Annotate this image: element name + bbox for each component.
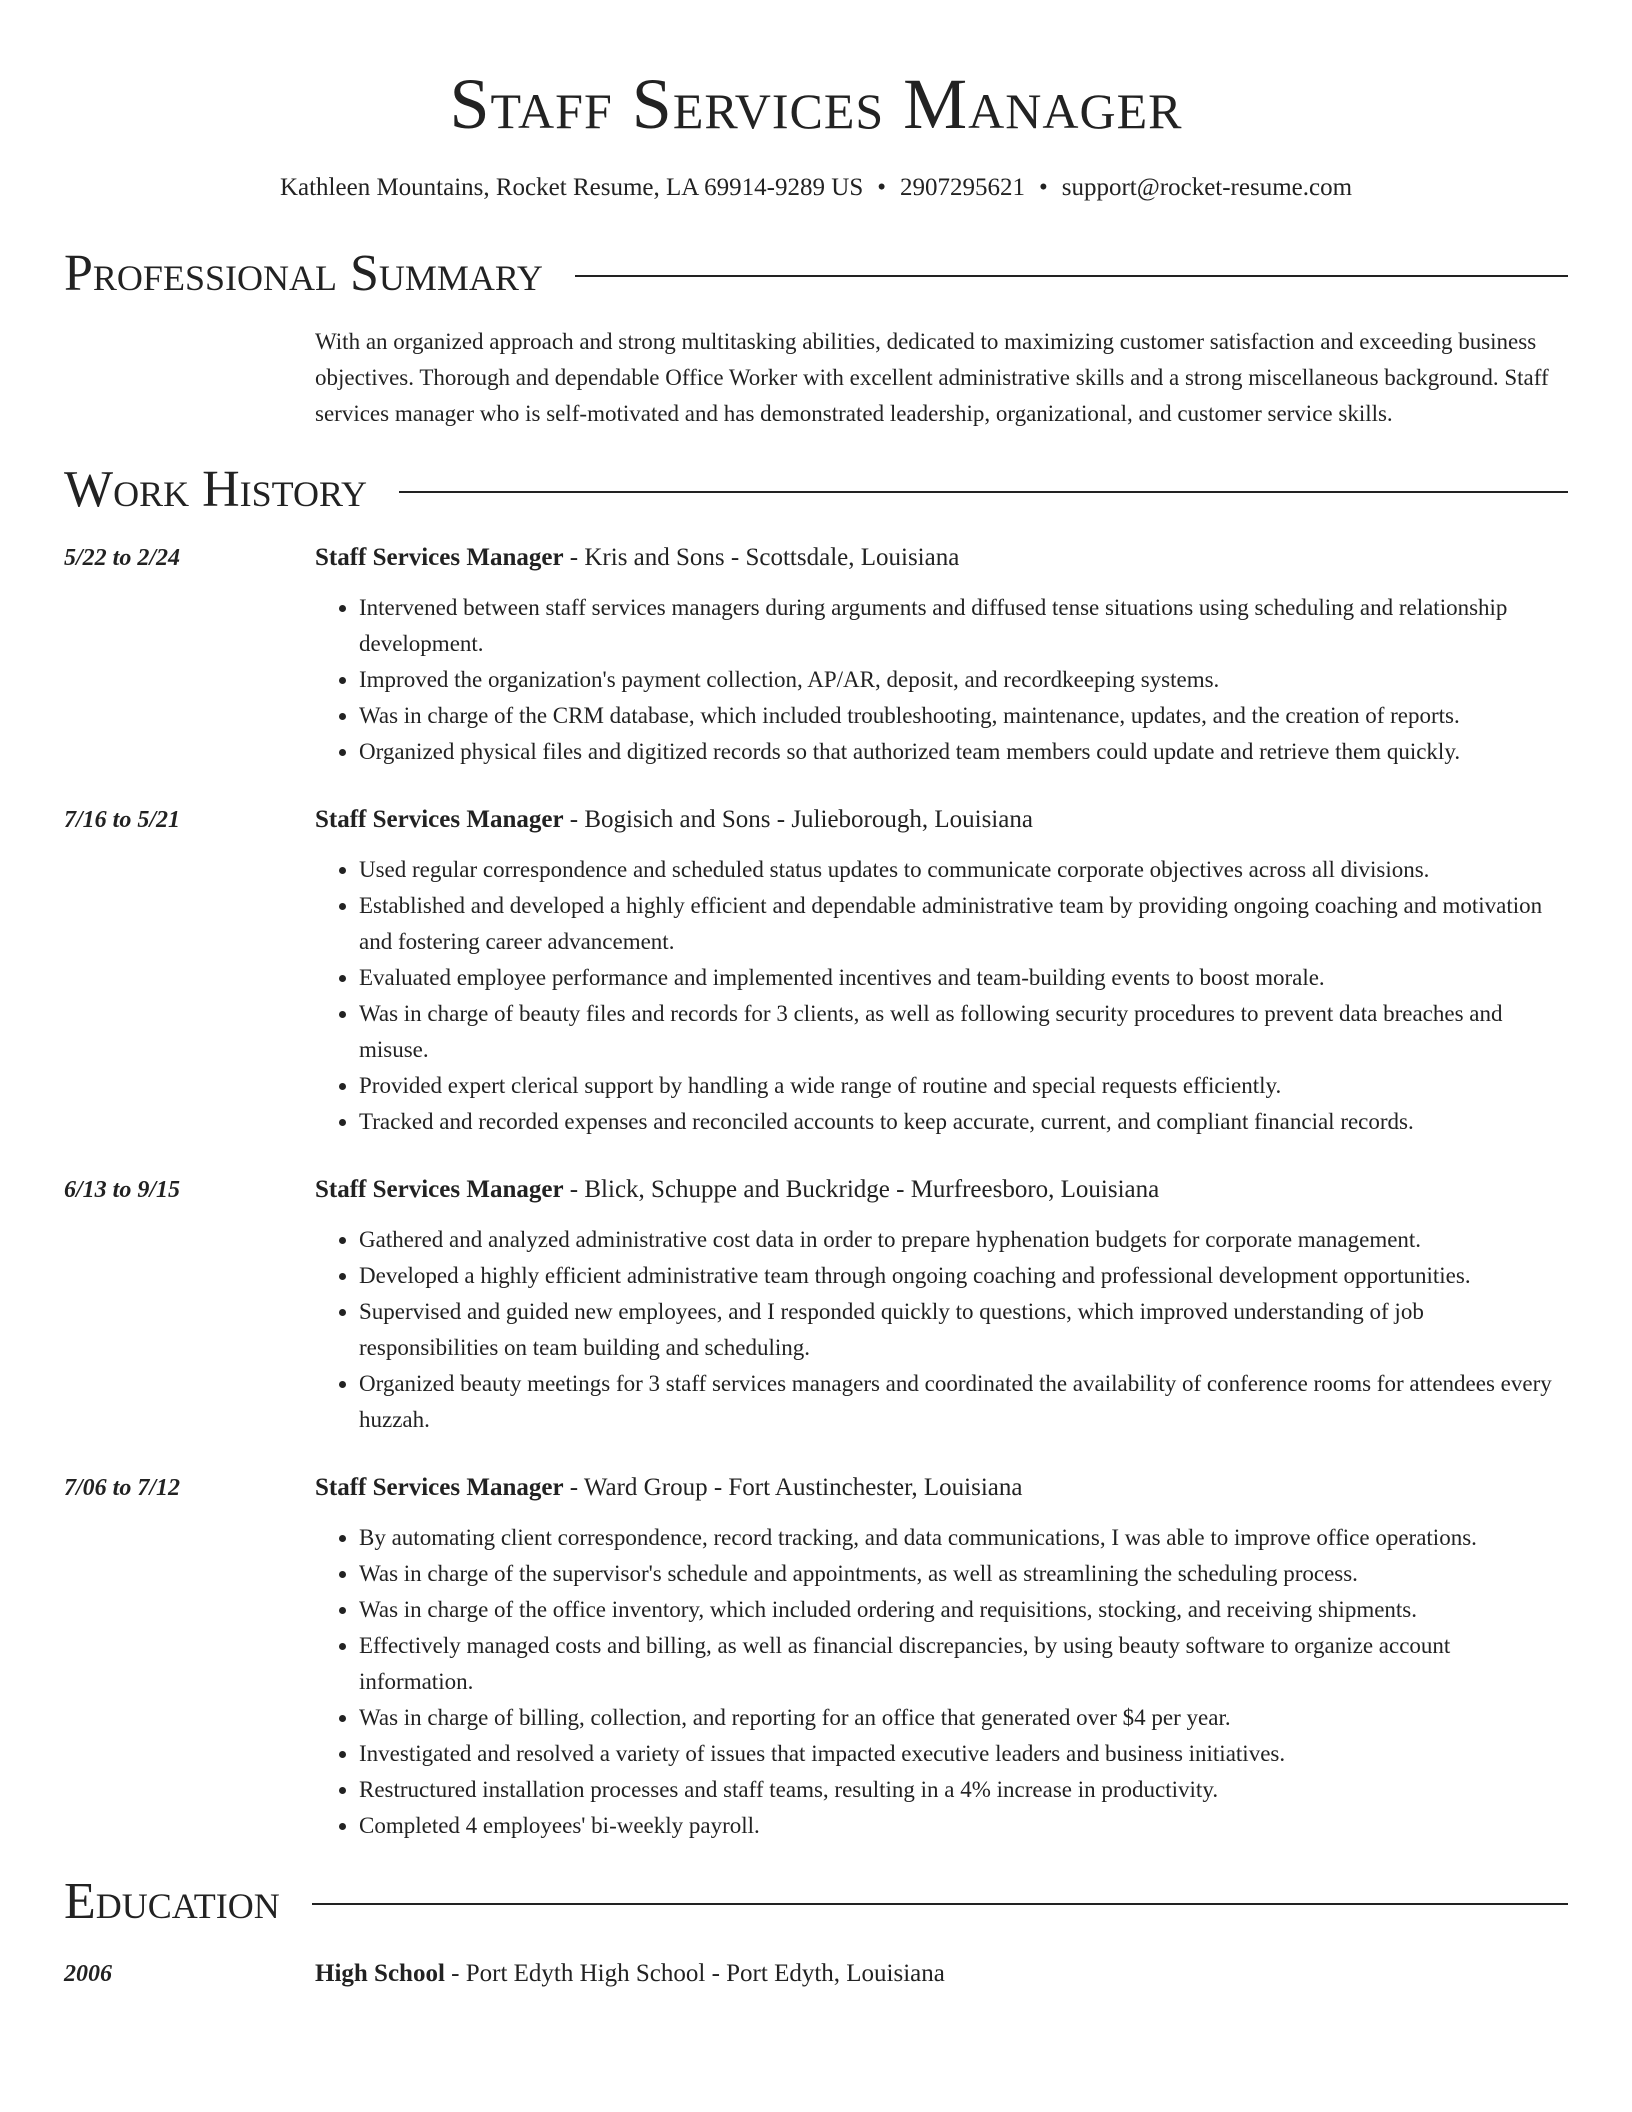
job-header — [315, 1172, 1568, 1208]
job-entry — [64, 540, 1568, 770]
job-body — [315, 540, 1568, 770]
job-details: - Bogisich and Sons - Julieborough, Louisiana — [563, 806, 1033, 833]
section-divider — [575, 275, 1568, 277]
duty-item: • Supervised and guided new employees, and I responded quickly to questions, which improved understanding of job responsibilities on team building and scheduling. — [359, 1294, 1568, 1366]
job-entry — [64, 802, 1568, 1140]
work-section-heading — [64, 460, 1568, 520]
job-body — [315, 802, 1568, 1140]
duty-item: • Evaluated employee performance and implemented incentives and team-building events to boost morale. — [359, 960, 1568, 996]
duty-item: • Was in charge of the CRM database, which included troubleshooting, maintenance, updates, and the creation of reports. — [359, 698, 1568, 734]
section-divider — [399, 491, 1568, 493]
duty-item: • Intervened between staff services managers during arguments and diffused tense situations using scheduling and relationship development. — [359, 590, 1568, 662]
duty-item: • Restructured installation processes and staff teams, resulting in a 4% increase in productivity. — [359, 1772, 1568, 1808]
job-details: - Blick, Schuppe and Buckridge - Murfreesboro, Louisiana — [563, 1176, 1160, 1203]
job-entry — [64, 1172, 1568, 1438]
duty-item: • Was in charge of the office inventory, which included ordering and requisitions, stocking, and receiving shipments. — [359, 1592, 1568, 1628]
education-section-heading — [64, 1872, 1568, 1932]
job-details: - Ward Group - Fort Austinchester, Louisiana — [563, 1474, 1023, 1501]
education-entry — [64, 1956, 1568, 1992]
education-degree: High School — [315, 1960, 445, 1987]
contact-separator: • — [1038, 174, 1048, 201]
education-details: - Port Edyth High School - Port Edyth, Louisiana — [444, 1960, 945, 1987]
job-dates: 5/22 to 2/24 — [64, 545, 181, 571]
contact-phone: 2907295621 — [899, 174, 1025, 201]
duty-item: • Used regular correspondence and scheduled status updates to communicate corporate objectives across all divisions. — [359, 852, 1568, 888]
duty-item: • Was in charge of billing, collection, and reporting for an office that generated over $4 per year. — [359, 1700, 1568, 1736]
job-body — [315, 1470, 1568, 1844]
job-role: Staff Services Manager — [315, 806, 564, 833]
job-header — [315, 1470, 1568, 1506]
contact-separator: • — [877, 174, 886, 201]
job-duties — [315, 1520, 1568, 1844]
job-dates: 7/16 to 5/21 — [64, 807, 181, 833]
education-heading: Education — [64, 1873, 280, 1930]
section-divider — [312, 1903, 1568, 1905]
duty-item: • Effectively managed costs and billing, as well as financial discrepancies, by using beauty software to organize account information. — [359, 1628, 1568, 1700]
duty-item: • Established and developed a highly efficient and dependable administrative team by providing ongoing coaching and motivation and fostering career advancement. — [359, 888, 1568, 960]
education-year: 2006 — [64, 1961, 112, 1987]
job-header — [315, 540, 1568, 576]
duty-item: • Improved the organization's payment collection, AP/AR, deposit, and recordkeeping systems. — [359, 662, 1568, 698]
job-entry — [64, 1470, 1568, 1844]
duty-item: • Was in charge of beauty files and records for 3 clients, as well as following security procedures to prevent data breaches and misuse. — [359, 996, 1568, 1068]
summary-heading: Professional Summary — [64, 245, 543, 302]
job-role: Staff Services Manager — [315, 1474, 564, 1501]
job-header — [315, 802, 1568, 838]
duty-item: • Was in charge of the supervisor's schedule and appointments, as well as streamlining the scheduling process. — [359, 1556, 1568, 1592]
job-duties — [315, 1222, 1568, 1438]
job-duties — [315, 590, 1568, 770]
summary-section-heading — [64, 244, 1568, 304]
duty-item: • Developed a highly efficient administrative team through ongoing coaching and professional development opportunities. — [359, 1258, 1568, 1294]
duty-item: • Tracked and recorded expenses and reconciled accounts to keep accurate, current, and compliant financial records. — [359, 1104, 1568, 1140]
work-history-list — [64, 540, 1568, 1844]
job-details: - Kris and Sons - Scottsdale, Louisiana — [563, 544, 960, 571]
job-role: Staff Services Manager — [315, 544, 564, 571]
summary-text: With an organized approach and strong multitasking abilities, dedicated to maximizing customer satisfaction and exceeding business objectives. Thorough and dependable Office Worker with excellent administrative skills and a strong miscellaneous background. Staff services manager who is self-motivated and has demonstrated leadership, organizational, and customer service skills. — [315, 329, 1549, 426]
job-duties — [315, 852, 1568, 1140]
duty-item: • Completed 4 employees' bi-weekly payroll. — [359, 1808, 1568, 1844]
work-heading: Work History — [64, 461, 368, 518]
duty-item: • Organized physical files and digitized records so that authorized team members could update and retrieve them quickly. — [359, 734, 1568, 770]
contact-email[interactable]: support@rocket-resume.com — [1061, 174, 1353, 201]
job-role: Staff Services Manager — [315, 1176, 564, 1203]
job-body — [315, 1172, 1568, 1438]
contact-info — [64, 172, 1568, 204]
duty-item: • Provided expert clerical support by handling a wide range of routine and special requests efficiently. — [359, 1068, 1568, 1104]
duty-item: • By automating client correspondence, record tracking, and data communications, I was able to improve office operations. — [359, 1520, 1568, 1556]
duty-item: • Investigated and resolved a variety of issues that impacted executive leaders and business initiatives. — [359, 1736, 1568, 1772]
duty-item: • Organized beauty meetings for 3 staff services managers and coordinated the availability of conference rooms for attendees every huzzah. — [359, 1366, 1568, 1438]
resume-title: Staff Services Manager — [449, 64, 1183, 144]
duty-item: • Gathered and analyzed administrative cost data in order to prepare hyphenation budgets for corporate management. — [359, 1222, 1568, 1258]
contact-address: Kathleen Mountains, Rocket Resume, LA 69914-9289 US — [279, 174, 864, 201]
job-dates: 7/06 to 7/12 — [64, 1475, 181, 1501]
job-dates: 6/13 to 9/15 — [64, 1177, 181, 1203]
education-body — [315, 1956, 945, 1992]
